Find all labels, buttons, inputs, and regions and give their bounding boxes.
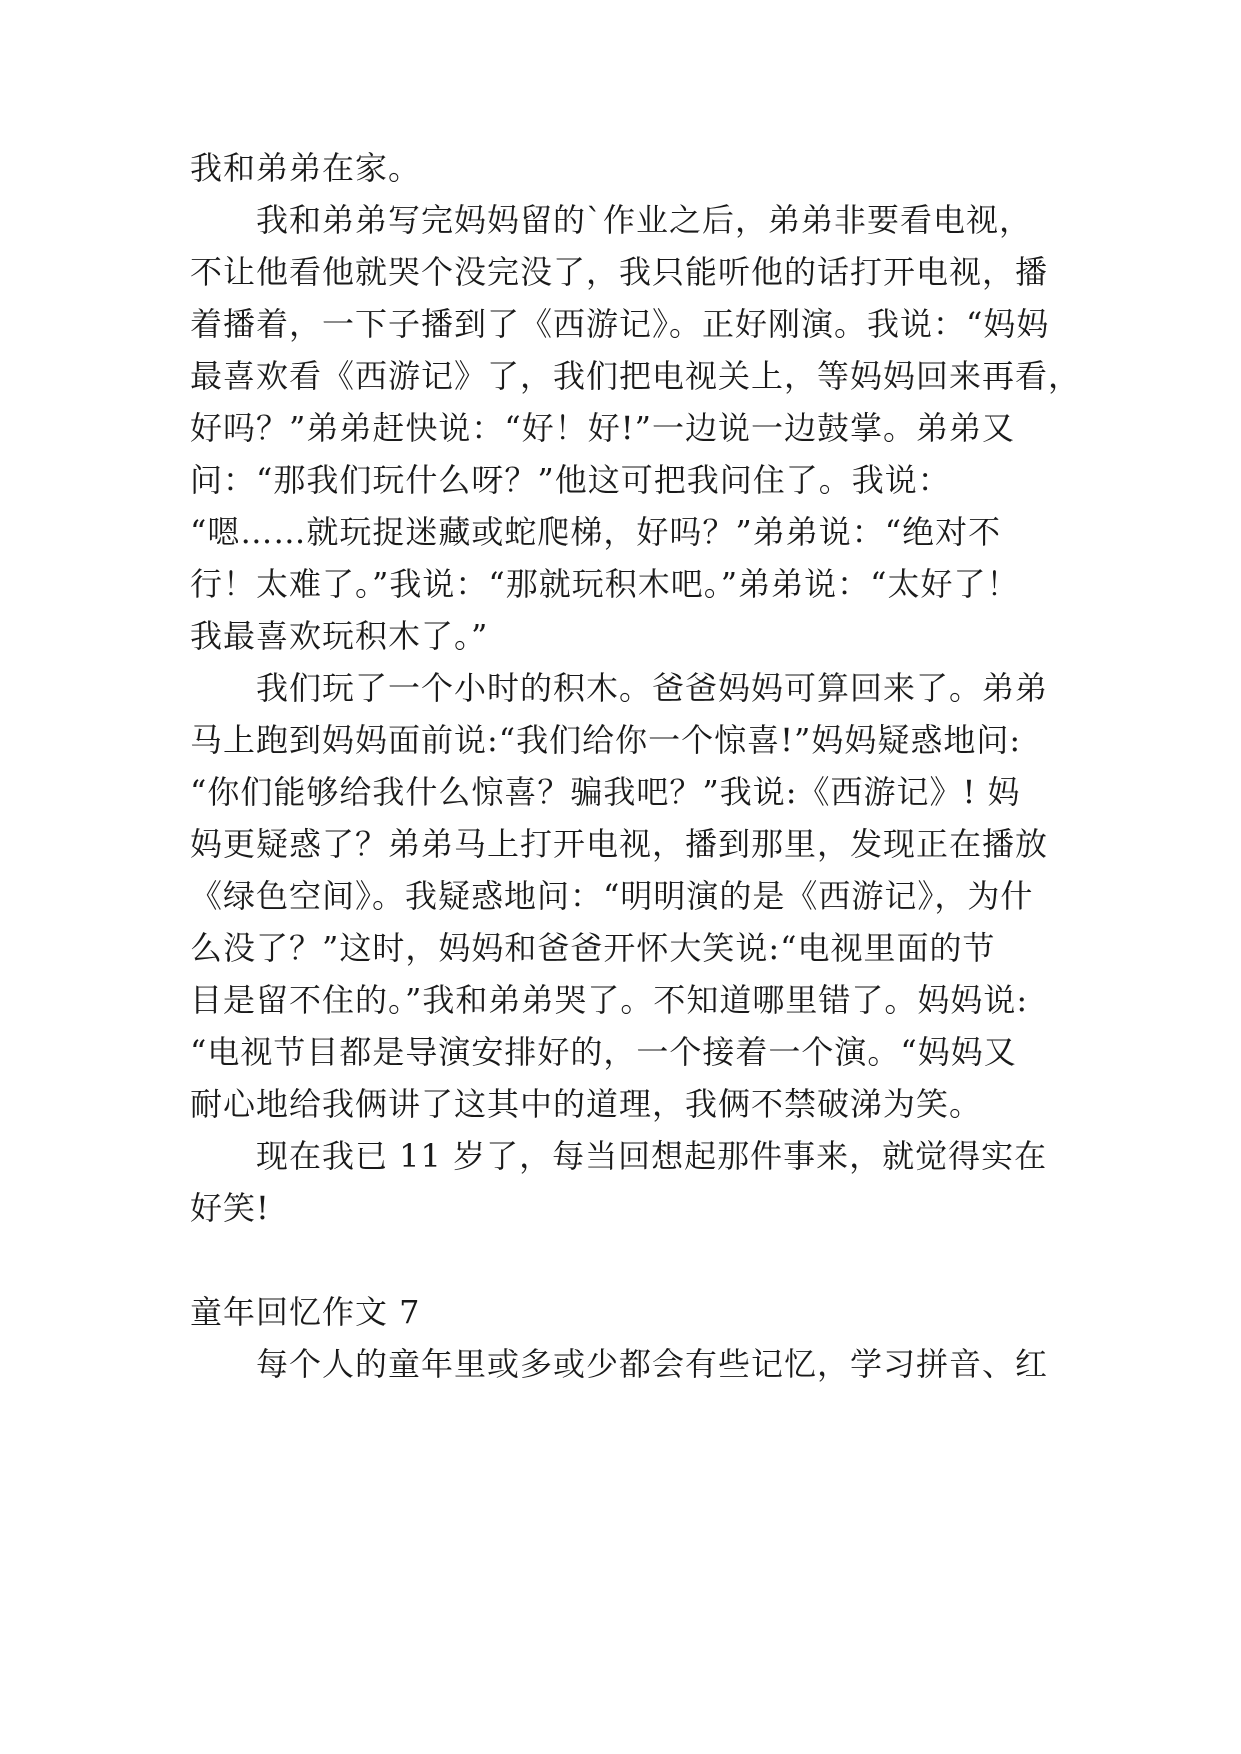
text-line: 最喜欢看《西游记》了，我们把电视关上，等妈妈回来再看， xyxy=(190,357,1082,395)
text-line: 好吗？”弟弟赶快说：“好！好!”一边说一边鼓掌。弟弟又 xyxy=(190,409,1015,447)
text-line: 问：“那我们玩什么呀？”他这可把我问住了。我说： xyxy=(190,461,951,499)
text-line: 我最喜欢玩积木了。” xyxy=(190,617,489,655)
text-line: 目是留不住的。”我和弟弟哭了。不知道哪里错了。妈妈说: xyxy=(190,981,1029,1019)
section-heading: 童年回忆作文 7 xyxy=(190,1293,421,1331)
text-line: 妈更疑惑了？弟弟马上打开电视，播到那里，发现正在播放 xyxy=(190,825,1049,863)
text-line: “你们能够给我什么惊喜？骗我吧？”我说:《西游记》! 妈 xyxy=(190,773,1021,811)
text-line: 《绿色空间》。我疑惑地问：“明明演的是《西游记》，为什 xyxy=(190,877,1034,915)
paragraph-start-line: 现在我已 11 岁了，每当回想起那件事来，就觉得实在 xyxy=(256,1137,1048,1175)
text-line: 行！太难了。”我说：“那就玩积木吧。”弟弟说：“太好了！ xyxy=(190,565,1020,603)
text-line: 耐心地给我俩讲了这其中的道理，我俩不禁破涕为笑。 xyxy=(190,1085,983,1123)
text-line: 好笑! xyxy=(190,1189,270,1227)
text-line: “嗯……就玩捉迷藏或蛇爬梯，好吗？”弟弟说：“绝对不 xyxy=(190,513,1002,551)
text-line: 么没了？”这时，妈妈和爸爸开怀大笑说:“电视里面的节 xyxy=(190,929,996,967)
text-line: 马上跑到妈妈面前说:“我们给你一个惊喜!”妈妈疑惑地问: xyxy=(190,721,1022,759)
paragraph-start-line: 我和弟弟写完妈妈留的`作业之后，弟弟非要看电视， xyxy=(256,201,1033,239)
text-line: 我和弟弟在家。 xyxy=(190,149,422,187)
text-line: 着播着，一下子播到了《西游记》。正好刚演。我说：“妈妈 xyxy=(190,305,1050,343)
paragraph-start-line: 我们玩了一个小时的积木。爸爸妈妈可算回来了。弟弟 xyxy=(256,669,1049,707)
paragraph-start-line: 每个人的童年里或多或少都会有些记忆，学习拼音、红 xyxy=(256,1345,1049,1383)
text-line: 不让他看他就哭个没完没了，我只能听他的话打开电视，播 xyxy=(190,253,1049,291)
text-line: “电视节目都是导演安排好的，一个接着一个演。“妈妈又 xyxy=(190,1033,1017,1071)
